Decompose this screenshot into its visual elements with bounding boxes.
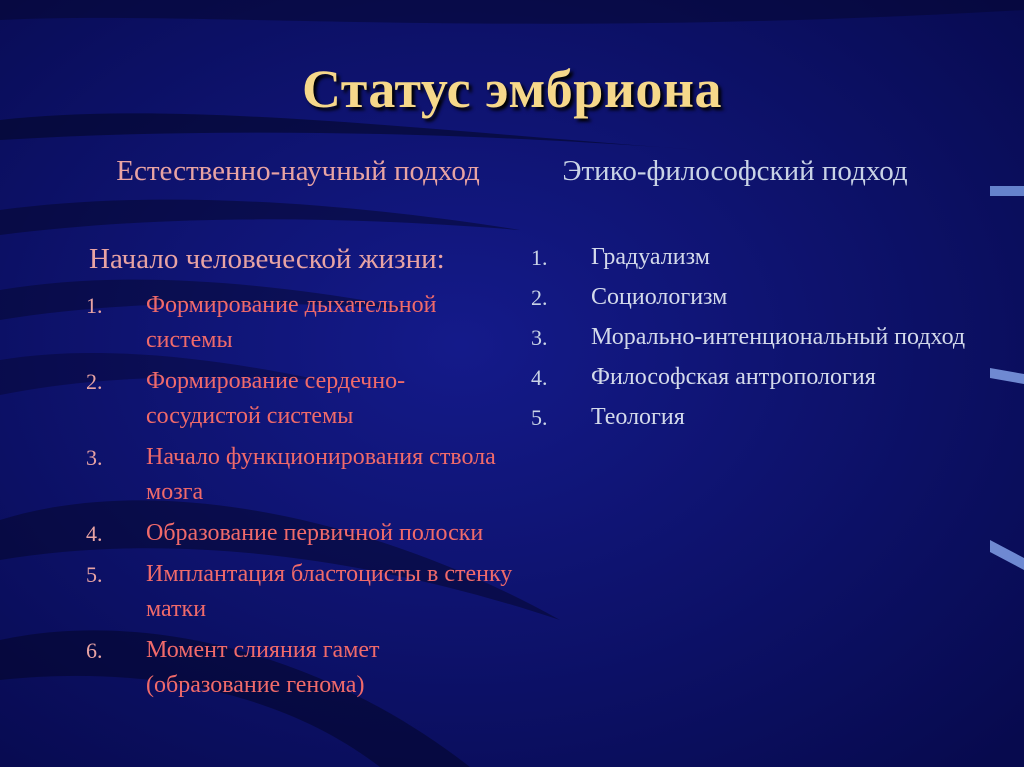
list-number: 2. bbox=[531, 285, 548, 310]
list-text: Имплантация бластоцисты в стенку матки bbox=[146, 561, 513, 622]
list-item bbox=[531, 280, 971, 315]
list-item bbox=[531, 360, 971, 395]
left-column-heading: Естественно-научный подход bbox=[116, 155, 480, 187]
right-column-heading: Этико-философский подход bbox=[562, 155, 908, 187]
list-item bbox=[531, 400, 971, 435]
list-number: 3. bbox=[86, 445, 103, 470]
list-item bbox=[531, 320, 971, 355]
list-item bbox=[86, 516, 516, 551]
list-text: Морально-интенциональный подход bbox=[591, 324, 966, 350]
edge-mark bbox=[990, 186, 1024, 196]
list-number: 1. bbox=[86, 293, 103, 318]
list-item bbox=[531, 240, 971, 275]
list-item bbox=[86, 557, 516, 627]
list-number: 4. bbox=[86, 521, 103, 546]
list-number: 1. bbox=[531, 245, 548, 270]
list-number: 2. bbox=[86, 369, 103, 394]
list-text: Теология bbox=[591, 404, 685, 430]
list-number: 5. bbox=[531, 405, 548, 430]
list-text: Образование первичной полоски bbox=[146, 520, 484, 546]
list-text: Формирование дыхательной системы bbox=[146, 292, 437, 353]
list-item bbox=[86, 288, 516, 358]
list-number: 3. bbox=[531, 325, 548, 350]
list-text: Момент слияния гамет (образование генома) bbox=[146, 637, 380, 698]
list-text: Начало функционирования ствола мозга bbox=[146, 444, 496, 505]
list-number: 4. bbox=[531, 365, 548, 390]
list-text: Формирование сердечно-сосудистой системы bbox=[146, 368, 406, 429]
list-item bbox=[86, 633, 516, 703]
left-list bbox=[86, 288, 516, 709]
right-list bbox=[531, 240, 971, 440]
list-item bbox=[86, 364, 516, 434]
list-text: Социологизм bbox=[591, 284, 728, 310]
list-text: Градуализм bbox=[591, 244, 710, 270]
left-subheading: Начало человеческой жизни: bbox=[89, 243, 445, 275]
list-text: Философская антропология bbox=[591, 364, 876, 390]
list-item bbox=[86, 440, 516, 510]
list-number: 5. bbox=[86, 562, 103, 587]
slide-title: Статус эмбриона bbox=[301, 59, 723, 119]
list-number: 6. bbox=[86, 638, 103, 663]
